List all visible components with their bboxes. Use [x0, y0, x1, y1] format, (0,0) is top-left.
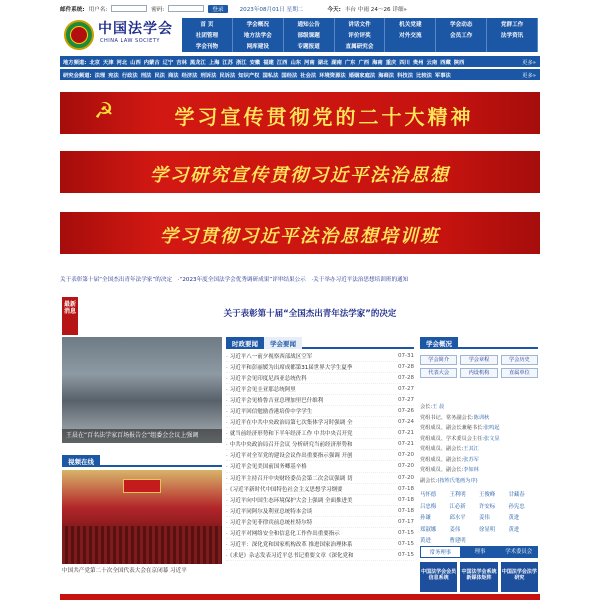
featured-photo[interactable]: [62, 337, 222, 443]
nav-item[interactable]: [436, 41, 487, 52]
news-title[interactable]: · 习近平会见圭亚那总统阿里: [226, 385, 392, 393]
research-channel-link[interactable]: 环境资源法: [319, 72, 346, 79]
leader-row: [420, 465, 538, 476]
member-name[interactable]: [479, 536, 509, 547]
banner-rule-of-law-thought[interactable]: [60, 151, 540, 193]
mail-system-label: 邮件系统:: [60, 6, 85, 13]
news-title[interactable]: · 习近平向中国生态环境保护大会上强调 全面推进美: [226, 496, 392, 504]
leaders-list: [420, 402, 538, 486]
local-channel-link[interactable]: 河南: [304, 59, 315, 66]
leader-role: 党组成员、副会长兼秘书长:: [420, 425, 484, 431]
news-title[interactable]: · 习近平主持召开中央财经委员会第二次会议强调 切: [226, 474, 392, 482]
local-channel-link[interactable]: 山西: [130, 59, 141, 66]
news-date: 07-27: [398, 386, 414, 393]
mini-banner[interactable]: 中国法学会法学研究: [501, 562, 538, 592]
list-item[interactable]: [226, 517, 414, 528]
overview-links: [420, 355, 538, 378]
local-more-link[interactable]: 更多»: [522, 59, 536, 66]
research-channel-link[interactable]: 社会法: [300, 72, 317, 79]
overview-link[interactable]: 学会章程: [460, 355, 497, 365]
list-item[interactable]: [226, 539, 414, 550]
list-item[interactable]: [226, 406, 414, 417]
research-channel-label: 研究会频道:: [63, 72, 92, 79]
member-name[interactable]: 黄进: [420, 538, 431, 544]
banner-twentieth-congress[interactable]: [60, 92, 540, 134]
local-channel-link[interactable]: 湖南: [331, 59, 342, 66]
local-channel-link[interactable]: 黑龙江: [189, 59, 206, 66]
local-channel-link[interactable]: 陕西: [453, 59, 465, 66]
member-name[interactable]: 黄进: [508, 526, 520, 533]
committee-tab[interactable]: 理事: [474, 549, 486, 555]
news-date: 07-24: [398, 419, 414, 426]
news-date: 07-15: [398, 540, 414, 547]
news-title[interactable]: · 习近平同阿尔及利亚总统特本会谈: [226, 507, 392, 515]
local-channel-link[interactable]: 上海: [208, 59, 220, 66]
party-emblem-icon: ☭: [94, 99, 114, 124]
committee-tab[interactable]: 常务理事: [420, 546, 461, 558]
banner-training-class[interactable]: [60, 212, 540, 254]
member-name[interactable]: 孙谦: [420, 515, 431, 521]
nav-item[interactable]: 学会动态: [436, 18, 487, 29]
nav-item[interactable]: 学会概况: [233, 18, 284, 29]
nav-item[interactable]: 学会刊物: [182, 41, 233, 52]
main-nav: [182, 18, 538, 52]
leader-role: 副会长:: [420, 477, 438, 484]
list-item[interactable]: [226, 495, 414, 506]
tab-video[interactable]: 视频在线: [62, 455, 100, 467]
research-channel-link[interactable]: 经济法: [181, 72, 198, 79]
site-logo-en: CHINA LAW SOCIETY: [100, 38, 160, 44]
list-item[interactable]: [226, 439, 414, 450]
leader-row: [420, 423, 538, 434]
member-name[interactable]: 甘藏春: [508, 492, 525, 498]
local-channel-link[interactable]: 云南: [426, 59, 438, 66]
tab-politics[interactable]: 时政要闻: [226, 337, 264, 349]
local-channel-link[interactable]: 安徽: [249, 59, 261, 66]
leader-name[interactable]: 王其江: [463, 446, 479, 452]
tab-overview[interactable]: 学会概况: [420, 337, 458, 349]
member-name[interactable]: 王俊峰: [479, 492, 496, 498]
news-title[interactable]: · 中共中央政治局召开会议 分析研究当前经济形势和: [226, 440, 392, 448]
research-more-link[interactable]: 更多»: [522, 72, 536, 79]
local-channel-link[interactable]: 广东: [344, 59, 356, 66]
news-date: 07-20: [398, 452, 414, 459]
member-name[interactable]: 曹建明: [449, 538, 466, 544]
overview-link[interactable]: 内设机构: [460, 368, 497, 378]
username-input[interactable]: [111, 5, 147, 12]
news-date: 07-21: [398, 430, 414, 437]
password-input[interactable]: [168, 5, 204, 12]
nav-item[interactable]: 网库建设: [233, 41, 284, 52]
research-channel-bar: [60, 69, 540, 80]
mini-banner[interactable]: 中国法学会系统新媒体矩阵: [460, 562, 497, 592]
member-name[interactable]: 黄进: [508, 515, 520, 521]
list-item[interactable]: [226, 428, 414, 439]
leader-role: 党组成员、副会长:: [420, 446, 464, 452]
member-name[interactable]: 王利明: [449, 492, 466, 498]
news-title[interactable]: · 习近平会见美国前国务卿基辛格: [226, 462, 392, 470]
list-item[interactable]: [226, 373, 414, 384]
leader-role: 会长:: [420, 404, 433, 410]
date-text: 2023年08月01日 星期二: [239, 6, 304, 13]
news-date: 07-15: [398, 551, 414, 558]
nav-item[interactable]: 部级课题: [284, 29, 335, 40]
banner-2-text: 学习研究宣传贯彻习近平法治思想: [150, 165, 450, 186]
member-name[interactable]: 姜伟: [449, 526, 461, 533]
video-caption[interactable]: 中国共产党第二十次全国代表大会在京闭幕 习近平: [62, 568, 187, 574]
member-name[interactable]: [509, 536, 539, 547]
list-item[interactable]: [226, 528, 414, 539]
featured-photo-caption[interactable]: 王晨在“百名法学家百场报告会”组委会会议上强调: [62, 429, 222, 443]
local-channel-link[interactable]: 海南: [372, 59, 383, 66]
member-name[interactable]: 徐显明: [479, 526, 496, 533]
leader-role: 党组书记、常务副会长:: [420, 414, 474, 421]
nav-item[interactable]: 党群工作: [487, 18, 538, 29]
member-name[interactable]: 吕忠梅: [420, 503, 437, 510]
username-label: 用户名:: [88, 6, 108, 13]
bottom-banner-strip[interactable]: [60, 594, 540, 600]
local-channel-link[interactable]: 内蒙古: [143, 59, 160, 66]
local-channel-link[interactable]: 天津: [102, 59, 114, 66]
local-channel-link[interactable]: 贵州: [412, 59, 424, 66]
local-channel-link[interactable]: 辽宁: [162, 59, 174, 66]
member-name[interactable]: 郑淑娜: [420, 526, 437, 533]
research-channel-link[interactable]: 比较法: [416, 72, 432, 79]
nav-item[interactable]: 会员工作: [436, 29, 487, 40]
member-name[interactable]: 马怀德: [420, 492, 437, 498]
research-channel-link[interactable]: 军事法: [434, 72, 451, 79]
local-channel-label: 地方频道:: [63, 59, 87, 66]
overview-link[interactable]: 直属单位: [501, 368, 538, 378]
research-channel-link[interactable]: 国私法: [262, 72, 279, 79]
news-date: 07-18: [398, 507, 414, 514]
overview-header: [420, 337, 538, 349]
news-title[interactable]: · 习近平在中共中央政治局第七次集体学习时强调 全: [226, 418, 392, 426]
leader-row: [420, 434, 538, 445]
member-name[interactable]: 江必新: [449, 503, 466, 510]
research-channel-link[interactable]: 知识产权: [238, 72, 260, 79]
news-date: 07-21: [398, 441, 414, 448]
research-channel-link[interactable]: 婚姻家庭法: [348, 72, 376, 79]
news-ticker[interactable]: 关于表彰第十届“全国杰出青年法学家”的决定 ·“2023年度全国法学会优秀调研成果”评审结果公示 ·关于举办习近平法治思想培训班的通知: [60, 277, 409, 283]
news-title[interactable]: · 习近平回信勉励香港培侨中学学生: [226, 407, 392, 415]
member-name[interactable]: 姜伟: [479, 515, 490, 521]
leader-row: [420, 476, 538, 487]
research-channel-link[interactable]: 刑诉法: [200, 72, 217, 79]
news-list: [226, 351, 414, 561]
research-channel-link[interactable]: 民诉法: [219, 72, 236, 79]
local-channel-link[interactable]: 广西: [358, 59, 370, 66]
nav-item[interactable]: 直属研究会: [335, 41, 386, 52]
news-date: 07-28: [398, 375, 414, 382]
leader-name[interactable]: (按姓氏笔画为序): [437, 477, 478, 484]
news-date: 07-20: [398, 474, 414, 481]
list-item[interactable]: [226, 384, 414, 395]
nav-item[interactable]: 地方法学会: [233, 29, 284, 40]
overview-link[interactable]: 学会简介: [420, 355, 457, 365]
news-title[interactable]: · 习近平和彭丽媛为出席成都第31届世界大学生夏季: [226, 363, 392, 371]
leader-role: 党组成员、学术委员会主任:: [420, 435, 484, 442]
list-item[interactable]: [226, 351, 414, 362]
site-header: [60, 16, 540, 52]
leader-role: 党组成员、副会长:: [420, 456, 464, 463]
news-date: 07-20: [398, 463, 414, 470]
research-channel-link[interactable]: 国经法: [281, 72, 298, 79]
research-channel-link[interactable]: 海商法: [378, 72, 395, 79]
leader-name[interactable]: 张鸣起: [484, 425, 500, 431]
local-channel-link[interactable]: 江西: [276, 59, 288, 66]
local-channel-link[interactable]: 重庆: [385, 59, 397, 66]
top-bar: [60, 3, 540, 14]
news-title[interactable]: · 《习近平新时代中国特色社会主义思想学习纲要: [226, 485, 392, 493]
research-channel-link[interactable]: 刑法: [140, 72, 152, 79]
news-date: 07-18: [398, 485, 414, 492]
today-label: 今天:: [327, 6, 341, 13]
list-item[interactable]: [226, 362, 414, 373]
nav-item[interactable]: 机关党建: [385, 18, 436, 29]
research-channel-link[interactable]: 科技法: [397, 72, 414, 79]
member-name[interactable]: 许安标: [479, 503, 496, 510]
nav-item[interactable]: 首 页: [182, 18, 233, 29]
society-emblem-icon[interactable]: [64, 20, 94, 50]
list-item[interactable]: [226, 506, 414, 517]
leader-name[interactable]: 李如林: [463, 467, 479, 473]
local-channel-link[interactable]: 北京: [89, 59, 100, 66]
local-channel-link[interactable]: 浙江: [236, 59, 247, 66]
list-item[interactable]: [226, 550, 414, 561]
news-date: 07-27: [398, 397, 414, 404]
news-title[interactable]: · 习近平八一前夕视察西部战区空军: [226, 352, 392, 360]
news-date: 07-15: [398, 529, 414, 536]
leader-name[interactable]: 王 晨: [432, 404, 445, 410]
nav-item[interactable]: 对外交流: [385, 29, 436, 40]
committee-tabs: [420, 546, 538, 558]
leader-row: [420, 413, 538, 424]
latest-news-tag: 最新消息: [62, 297, 78, 335]
headline-title[interactable]: 关于表彰第十届“全国杰出青年法学家”的决定: [223, 309, 397, 319]
mini-banners: [420, 562, 538, 592]
local-channel-link[interactable]: 四川: [399, 59, 410, 66]
news-date: 07-28: [398, 364, 414, 371]
news-date: 07-18: [398, 496, 414, 503]
research-channel-link[interactable]: 商法: [167, 72, 179, 79]
news-title[interactable]: · 习近平会见印度尼西亚总统佐科: [226, 374, 392, 382]
member-name[interactable]: 孙宪忠: [508, 503, 525, 510]
nav-item[interactable]: [487, 41, 538, 52]
local-channel-link[interactable]: 山东: [290, 59, 302, 66]
nav-item[interactable]: 通知公告: [284, 18, 335, 29]
nav-item[interactable]: 评价评奖: [335, 29, 386, 40]
list-item[interactable]: [226, 484, 414, 495]
leader-name[interactable]: 张苏军: [463, 456, 479, 463]
local-channel-link[interactable]: 河北: [116, 59, 128, 66]
password-label: 密码:: [151, 6, 165, 13]
leader-role: 党组成员、副会长:: [420, 467, 464, 473]
nav-item[interactable]: 法学资讯: [487, 29, 538, 40]
research-channel-link[interactable]: 宪法: [108, 72, 119, 79]
local-channel-link[interactable]: 吉林: [176, 59, 187, 66]
research-channel-link[interactable]: 行政法: [121, 72, 138, 79]
overview-link[interactable]: 学会历史: [501, 355, 538, 365]
committee-tab[interactable]: 学术委员会: [505, 549, 533, 555]
news-date: 07-31: [398, 353, 414, 360]
leader-name[interactable]: 张文显: [484, 435, 500, 442]
video-header: [62, 455, 222, 467]
nav-item[interactable]: 社团管理: [182, 29, 233, 40]
weather-text[interactable]: 丰台 中雨 24～26 详细»: [344, 6, 407, 13]
overview-link[interactable]: 代表大会: [420, 368, 457, 378]
news-title[interactable]: · 习近平对全军党的建设会议作出重要指示强调 开创: [226, 451, 392, 459]
list-item[interactable]: [226, 395, 414, 406]
news-date: 07-17: [398, 518, 414, 525]
news-title[interactable]: · 习近平对网络安全和信息化工作作出重要指示: [226, 529, 392, 537]
research-channel-link[interactable]: 民法: [154, 72, 165, 79]
site-logo-title[interactable]: 中国法学会: [98, 21, 173, 37]
list-item[interactable]: [226, 417, 414, 428]
research-channel-link[interactable]: 法理: [94, 72, 106, 79]
login-button[interactable]: 登录: [208, 5, 227, 13]
video-thumbnail[interactable]: [62, 470, 222, 564]
news-date: 07-26: [398, 408, 414, 415]
local-channel-link[interactable]: 福建: [263, 59, 274, 66]
local-channel-link[interactable]: 江苏: [222, 59, 233, 66]
local-channel-link[interactable]: 西藏: [440, 59, 451, 66]
nav-item[interactable]: 讲话文件: [335, 18, 386, 29]
mini-banner[interactable]: 中国法学会会员信息系统: [420, 562, 457, 592]
news-title[interactable]: · 习近平会见格鲁吉亚总理加里巴什维利: [226, 396, 392, 404]
local-channel-bar: [60, 56, 540, 67]
politics-news-header: [226, 337, 414, 349]
news-title[interactable]: · 习近平：深化党和国家机构改革 推进国家治理体系: [226, 540, 392, 548]
nav-item[interactable]: [385, 41, 436, 52]
news-title[interactable]: · 《求是》杂志发表习近平总书记重要文章《深化党和: [226, 551, 392, 559]
list-item[interactable]: [226, 450, 414, 461]
leader-row: [420, 455, 538, 466]
banner-1-text: 学习宣传贯彻党的二十大精神: [174, 105, 474, 129]
member-name[interactable]: 邱水平: [449, 515, 466, 521]
list-item[interactable]: [226, 473, 414, 484]
news-title[interactable]: · 就当前经济形势和下半年经济工作 中共中央召开党: [226, 429, 392, 437]
banner-3-text: 学习贯彻习近平法治思想培训班: [160, 226, 440, 247]
leader-row: [420, 444, 538, 455]
local-channel-link[interactable]: 湖北: [317, 59, 329, 66]
nav-item[interactable]: 专题报道: [284, 41, 335, 52]
leader-name[interactable]: 陈训秋: [473, 414, 490, 421]
news-title[interactable]: · 习近平会见菲律宾前总统杜特尔特: [226, 518, 392, 526]
tab-society-news[interactable]: 学会要闻: [264, 337, 302, 349]
leader-row: [420, 402, 538, 413]
list-item[interactable]: [226, 461, 414, 472]
